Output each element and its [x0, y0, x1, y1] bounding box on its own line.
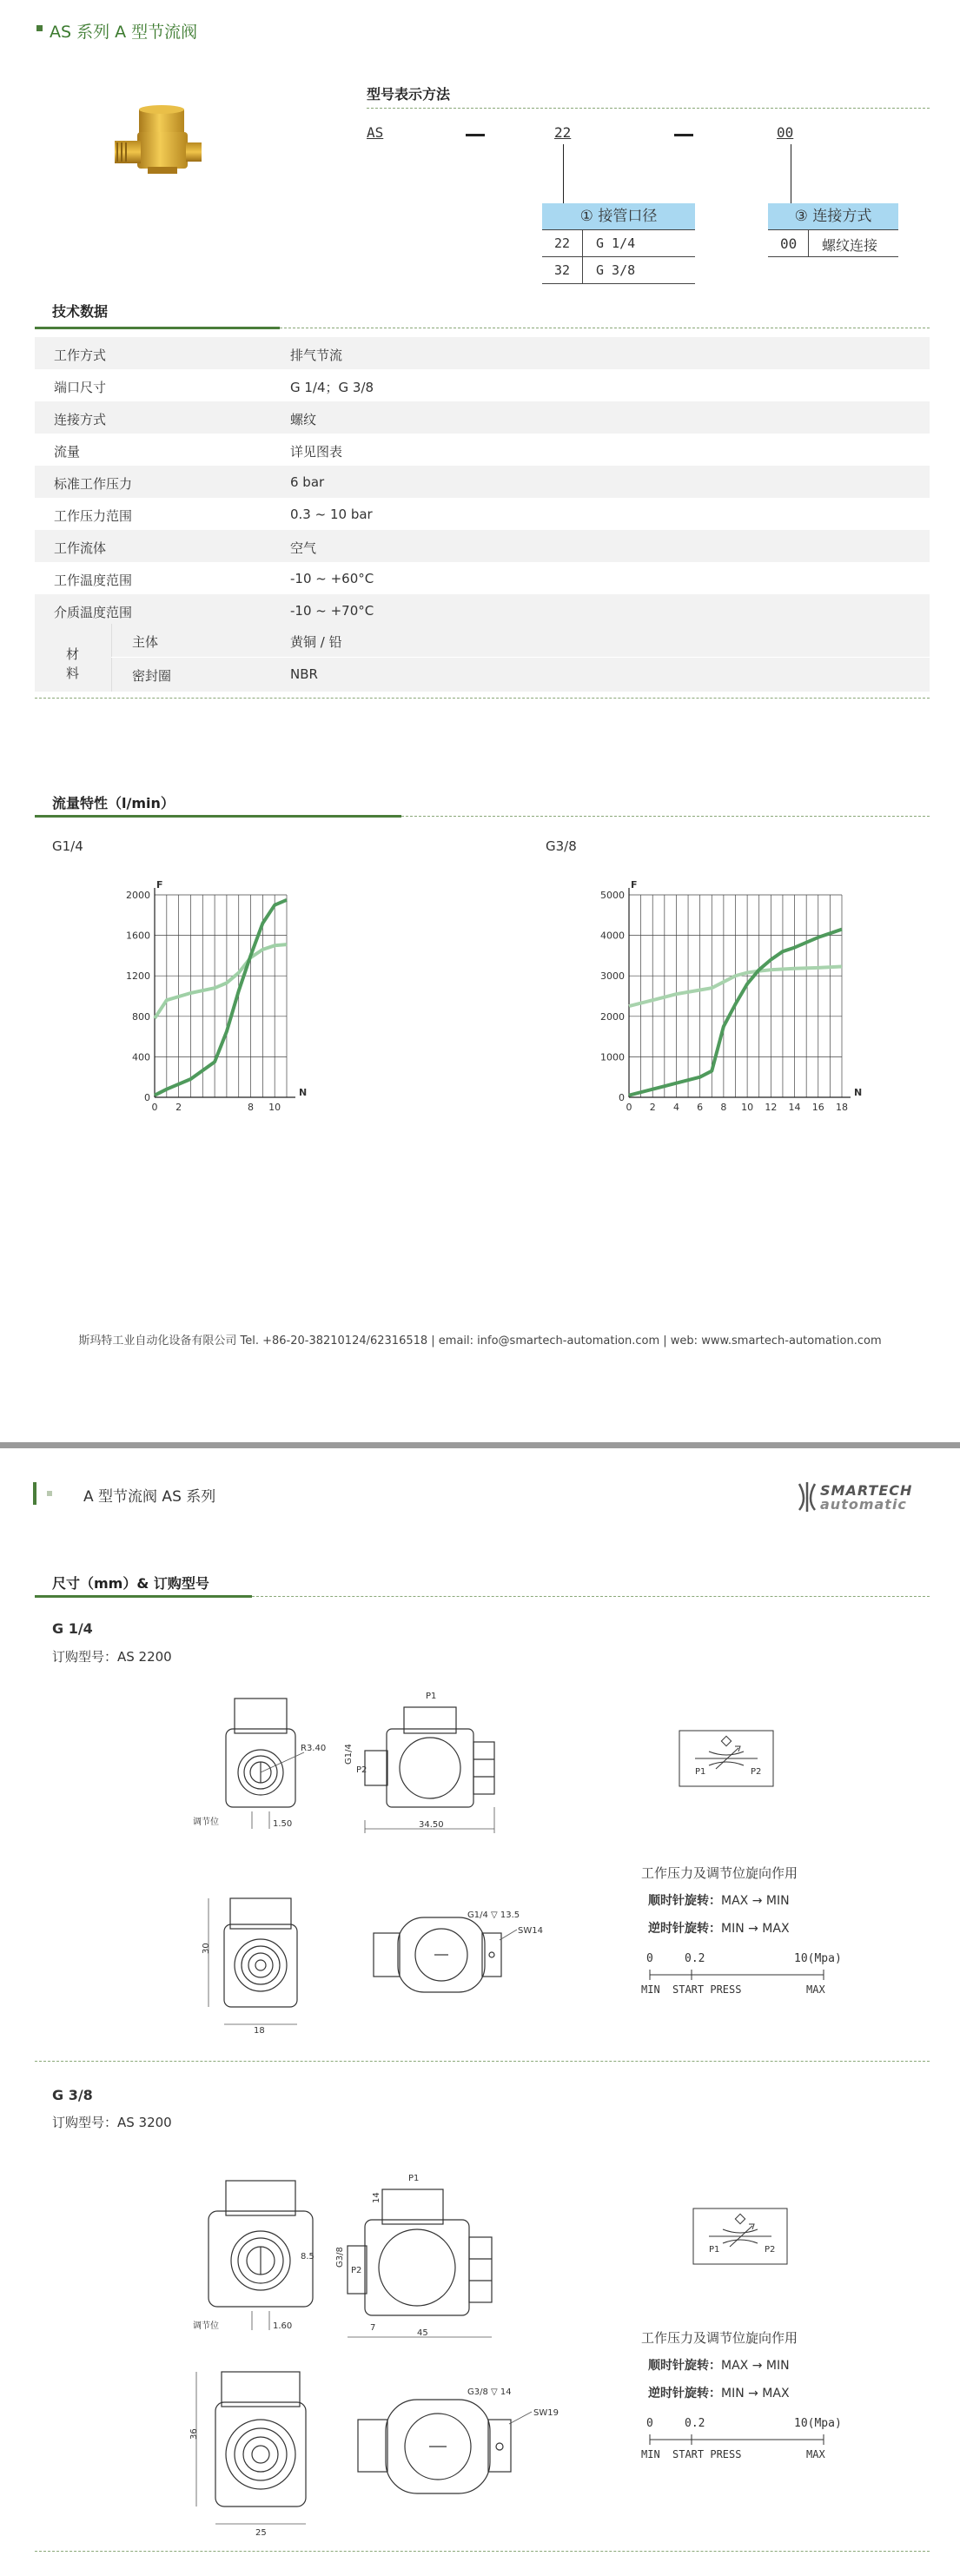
svg-text:G3/8 ▽ 14: G3/8 ▽ 14: [467, 2387, 512, 2397]
scale-start-label: START PRESS: [672, 1983, 742, 1996]
pressure-scale: [641, 1966, 858, 1983]
x-tick-label: 2: [175, 1102, 182, 1113]
x-tick-label: 0: [151, 1102, 158, 1113]
svg-text:P1: P1: [709, 2245, 720, 2255]
svg-text:1.60: 1.60: [273, 2321, 293, 2331]
connection-table: [768, 203, 898, 257]
cw-row: 顺时针旋转：MAX → MIN: [648, 2359, 790, 2373]
pneumatic-symbol-1: [678, 1729, 775, 1788]
connection-header: ③ 连接方式: [768, 203, 898, 230]
spec-key: 工作温度范围: [54, 573, 133, 588]
spec-row: [35, 594, 930, 626]
g14-drawings: [174, 1681, 543, 2046]
x-tick-label: 12: [765, 1102, 778, 1113]
rotation-info-1: [641, 1864, 919, 2003]
scale-zero: 0: [646, 1952, 653, 1965]
product-image: [104, 103, 217, 198]
spec-key: 连接方式: [54, 412, 107, 427]
model-code-1: 22: [554, 124, 572, 141]
material-value: NBR: [290, 666, 318, 682]
spec-value: -10 ~ +60°C: [290, 571, 374, 586]
footer-text: 斯玛特工业自动化设备有限公司 Tel. +86-20-38210124/62316518 | email: info@smartech-automation.com | web: www.smartech-automation.com: [78, 1334, 882, 1348]
ccw-row: 逆时针旋转：MIN → MAX: [648, 2387, 790, 2401]
pressure-scale: [641, 2431, 858, 2448]
scale-max: 10(Mpa): [794, 2417, 842, 2430]
g38-front-view: [193, 2181, 314, 2331]
rotation-title: 工作压力及调节位旋向作用: [641, 2330, 798, 2346]
spec-key: 端口尺寸: [54, 380, 107, 395]
chart2-title: G3/8: [546, 838, 577, 854]
svg-text:调节位: 调节位: [193, 2321, 219, 2331]
y-tick-label: 1600: [126, 930, 150, 942]
port-value: G 1/4: [596, 235, 636, 251]
svg-text:34.50: 34.50: [419, 1820, 444, 1830]
svg-text:45: 45: [417, 2328, 428, 2338]
scale-max: 10(Mpa): [794, 1952, 842, 1965]
rotation-info-2: [641, 2328, 919, 2467]
svg-text:25: 25: [255, 2528, 267, 2538]
cw-row: 顺时针旋转：MAX → MIN: [648, 1894, 790, 1908]
svg-text:P2: P2: [765, 2245, 776, 2255]
spec-value: G 1/4；G 3/8: [290, 380, 374, 395]
model-divider: [367, 108, 930, 109]
svg-text:18: 18: [254, 2026, 265, 2036]
dims-title: 尺寸（mm）& 订购型号: [52, 1575, 209, 1592]
rotation-title: 工作压力及调节位旋向作用: [641, 1865, 798, 1881]
spec-key: 工作压力范围: [54, 508, 133, 524]
g38-side-view: [335, 2174, 492, 2338]
logo-line2: automatic: [820, 1496, 907, 1513]
scale-min-label: MIN: [641, 1983, 660, 1996]
tech-data-title: 技术数据: [52, 303, 109, 320]
x-tick-label: 8: [248, 1102, 255, 1113]
g14-side-view: [344, 1692, 494, 1833]
spec-key: 工作方式: [54, 348, 107, 363]
svg-text:SW19: SW19: [533, 2408, 559, 2418]
svg-text:P1: P1: [695, 1767, 706, 1777]
port-value: G 3/8: [596, 262, 636, 278]
g38-bottom-side: [358, 2387, 559, 2493]
x-tick-label: 14: [788, 1102, 801, 1113]
spec-row: [35, 498, 930, 530]
chart-g14: [113, 877, 321, 1121]
ccw-row: 逆时针旋转：MIN → MAX: [648, 1922, 790, 1936]
scale-zero: 0: [646, 2417, 653, 2430]
svg-text:G1/4: G1/4: [344, 1744, 354, 1765]
port-code: 22: [554, 235, 571, 251]
x-tick-label: 10: [741, 1102, 754, 1113]
spec-row: [35, 530, 930, 562]
logo-mark-icon: [796, 1480, 818, 1512]
tech-data-underline: [35, 327, 280, 329]
spec-value: 6 bar: [290, 474, 325, 490]
x-tick-label: 6: [697, 1102, 704, 1113]
model-section-title: 型号表示方法: [367, 86, 451, 103]
svg-text:7: 7: [370, 2323, 376, 2333]
material-block: [35, 624, 930, 692]
svg-text:G3/8: G3/8: [335, 2247, 345, 2268]
page2-title: A 型节流阀 AS 系列: [83, 1488, 216, 1506]
model-prefix: AS: [367, 124, 384, 141]
spec-value: 0.3 ~ 10 bar: [290, 507, 373, 522]
spec-row: [35, 369, 930, 401]
page-title: AS 系列 A 型节流阀: [50, 23, 198, 42]
y-tick-label: 2000: [126, 890, 150, 901]
y-axis-label: F: [156, 879, 163, 891]
y-axis-label: F: [631, 879, 638, 891]
connection-value: 螺纹连接: [822, 237, 878, 254]
svg-text:P2: P2: [351, 2266, 362, 2275]
x-tick-label: 4: [672, 1102, 679, 1113]
spec-row: [35, 337, 930, 369]
g38-bottom-front: [189, 2372, 306, 2538]
port-size-header: ① 接管口径: [542, 203, 695, 230]
header-bullet: [36, 25, 43, 31]
scale-start-label: START PRESS: [672, 2448, 742, 2460]
scale-max-label: MAX: [806, 1983, 825, 1996]
svg-text:P1: P1: [408, 2174, 420, 2183]
x-tick-label: 16: [811, 1102, 824, 1113]
port-code: 32: [554, 262, 571, 278]
svg-text:8.5: 8.5: [301, 2252, 314, 2261]
spec-row: [35, 401, 930, 434]
port-size-row: [542, 230, 695, 257]
dims-underline: [35, 1595, 252, 1598]
g14-bottom-side: [374, 1910, 543, 1992]
y-tick-label: 400: [132, 1051, 150, 1063]
series-line-light: [155, 944, 287, 1018]
scale-start: 0.2: [685, 2417, 705, 2430]
g38-title: G 3/8: [52, 2087, 93, 2103]
chart1-title: G1/4: [52, 838, 83, 854]
svg-text:P2: P2: [356, 1765, 367, 1775]
x-tick-label: 0: [626, 1102, 632, 1113]
y-tick-label: 0: [619, 1092, 625, 1103]
flow-title: 流量特性（l/min）: [52, 795, 175, 811]
svg-text:P1: P1: [426, 1692, 437, 1701]
y-tick-label: 2000: [600, 1010, 625, 1023]
spec-value: 空气: [290, 540, 317, 556]
g14-front-view: [193, 1699, 326, 1829]
svg-text:G1/4 ▽ 13.5: G1/4 ▽ 13.5: [467, 1910, 520, 1920]
model-code-2: 00: [777, 124, 794, 141]
page2-bullet: [47, 1491, 52, 1496]
material-label: 材 料: [66, 646, 80, 681]
model-connector-1: [563, 144, 564, 205]
flow-divider: [401, 816, 930, 817]
page2-bar: [33, 1482, 36, 1505]
svg-text:R3.40: R3.40: [301, 1744, 327, 1753]
tech-bottom-divider: [35, 698, 930, 699]
port-size-row: [542, 257, 695, 284]
spec-row: [35, 562, 930, 594]
pneumatic-symbol-2: [692, 2207, 789, 2266]
x-tick-label: 18: [836, 1102, 848, 1113]
spec-value: 排气节流: [290, 348, 343, 363]
dims-divider: [252, 1596, 930, 1597]
y-tick-label: 0: [144, 1092, 150, 1103]
g14-order: 订购型号：AS 2200: [52, 1649, 172, 1665]
spec-key: 流量: [54, 444, 81, 460]
x-axis-label: N: [854, 1087, 863, 1098]
scale-min-label: MIN: [641, 2448, 660, 2460]
g38-drawings: [174, 2163, 573, 2554]
scale-start: 0.2: [685, 1952, 705, 1965]
spec-key: 介质温度范围: [54, 605, 133, 620]
model-dash-2: [674, 134, 693, 136]
svg-text:36: 36: [189, 2428, 199, 2440]
chart-g38: [599, 877, 863, 1121]
spec-row: [35, 466, 930, 498]
port-size-table: [542, 203, 695, 284]
svg-text:调节位: 调节位: [193, 1818, 219, 1827]
y-tick-label: 1000: [600, 1051, 625, 1063]
g14-bottom-front: [202, 1898, 297, 2036]
spec-row: [35, 434, 930, 466]
x-tick-label: 2: [649, 1102, 656, 1113]
page2-bottom-divider: [35, 2551, 930, 2552]
svg-text:1.50: 1.50: [273, 1819, 293, 1829]
material-value: 黄铜 / 铅: [290, 634, 342, 650]
x-axis-label: N: [299, 1087, 308, 1098]
y-tick-label: 5000: [600, 890, 625, 901]
y-tick-label: 800: [132, 1010, 150, 1023]
connection-row: [768, 230, 898, 257]
scale-max-label: MAX: [806, 2448, 825, 2460]
spec-value: -10 ~ +70°C: [290, 603, 374, 619]
svg-text:SW14: SW14: [518, 1926, 543, 1936]
page-separator: [0, 1442, 960, 1448]
g14-title: G 1/4: [52, 1620, 93, 1637]
model-dash-1: [466, 134, 485, 136]
y-tick-label: 1200: [126, 970, 150, 983]
svg-text:P2: P2: [751, 1767, 762, 1777]
x-tick-label: 10: [268, 1102, 281, 1113]
x-tick-label: 8: [720, 1102, 727, 1113]
flow-underline: [35, 815, 401, 818]
g14-divider: [35, 2061, 930, 2062]
spec-value: 螺纹: [290, 412, 317, 427]
material-key: 主体: [132, 634, 159, 650]
svg-text:14: 14: [372, 2192, 381, 2203]
y-tick-label: 3000: [600, 970, 625, 983]
svg-text:30: 30: [202, 1943, 211, 1954]
spec-key: 工作流体: [54, 540, 107, 556]
material-key: 密封圈: [132, 668, 172, 684]
connection-code: 00: [780, 235, 798, 252]
spec-value: 详见图表: [290, 444, 343, 460]
logo-line1: SMARTECH: [820, 1482, 913, 1499]
y-tick-label: 4000: [600, 930, 625, 942]
spec-key: 标准工作压力: [54, 476, 133, 492]
g38-order: 订购型号：AS 3200: [52, 2115, 172, 2130]
